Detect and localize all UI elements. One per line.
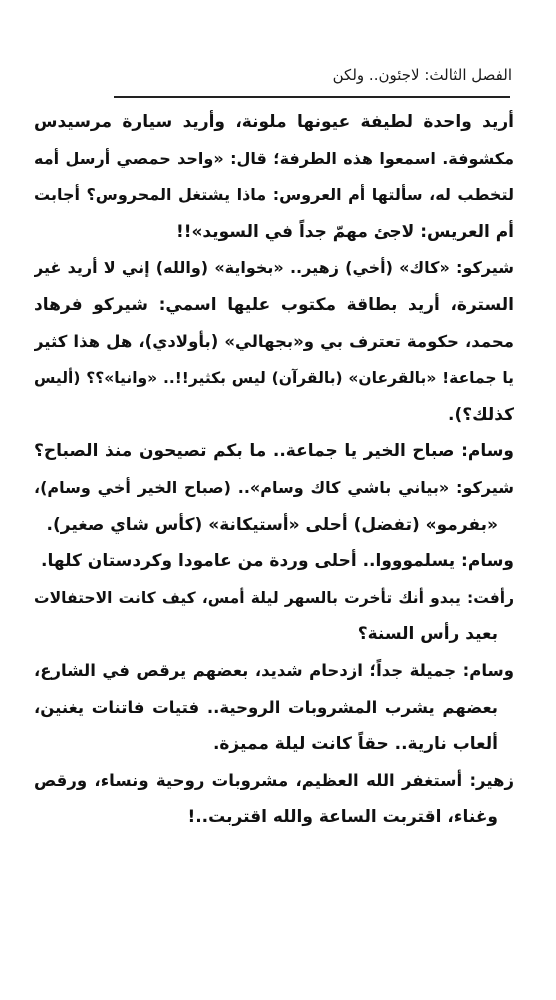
text-line: بعضهم يشرب المشروبات الروحية.. فتيات فاتنات يغنين، bbox=[34, 697, 498, 717]
text-line: وسام: جميلة جداً؛ ازدحام شديد، بعضهم يرقص في الشارع، bbox=[34, 660, 514, 680]
text-line: زهير: أستغفر الله العظيم، مشروبات روحية ونساء، ورقص bbox=[34, 770, 514, 790]
text-line: وسام: يسلموووا.. أحلى وردة من عامودا وكردستان كلها. bbox=[41, 551, 514, 572]
text-line: كذلك؟). bbox=[447, 404, 514, 425]
text-line: وسام: صباح الخير يا جماعة.. ما بكم تصيحون منذ الصباح؟ bbox=[34, 441, 514, 462]
text-line: محمد، حكومة تعترف بي و«بجهالي» (بأولادي)، هل هذا كثير bbox=[34, 331, 514, 351]
text-line: السترة، أريد بطاقة مكتوب عليها اسمي: شيركو فرهاد bbox=[34, 294, 514, 315]
header-rule bbox=[114, 96, 510, 98]
text-line: شيركو: «كاك» (أخي) زهير.. «بخواية» (والله) إني لا أريد غير bbox=[34, 258, 514, 278]
text-line: وغناء، اقتربت الساعة والله اقتربت..! bbox=[187, 807, 498, 828]
body-text bbox=[34, 104, 514, 836]
text-line: يا جماعة! «بالقرعان» (بالقرآن) ليس بكثير!!.. «وانيا»؟؟ (أليس bbox=[34, 369, 514, 388]
text-line: ألعاب نارية.. حقاً كانت ليلة مميزة. bbox=[212, 734, 498, 755]
text-line: أريد واحدة لطيفة عيونها ملونة، وأريد سيارة مرسيدس bbox=[34, 112, 514, 132]
text-line: مكشوفة. اسمعوا هذه الطرفة؛ قال: «واحد حمصي أرسل أمه bbox=[34, 148, 514, 168]
text-line: «بفرمو» (تفضل) أحلى «أستيكانة» (كأس شاي صغير). bbox=[46, 514, 498, 535]
text-line: بعيد رأس السنة؟ bbox=[357, 624, 498, 645]
text-line: لتخطب له، سألتها أم العروس: ماذا يشتغل المحروس؟ أجابت bbox=[34, 185, 514, 205]
text-line: شيركو: «بياني باشي كاك وسام».. (صباح الخير أخي وسام)، bbox=[34, 477, 514, 497]
text-line: رأفت: يبدو أنك تأخرت بالسهر ليلة أمس، كيف كانت الاحتفالات bbox=[34, 588, 514, 607]
running-header: الفصل الثالث: لاجئون.. ولكن bbox=[332, 66, 512, 84]
text-line: أم العريس: لاجئ مهمّ جداً في السويد»!! bbox=[175, 221, 514, 242]
